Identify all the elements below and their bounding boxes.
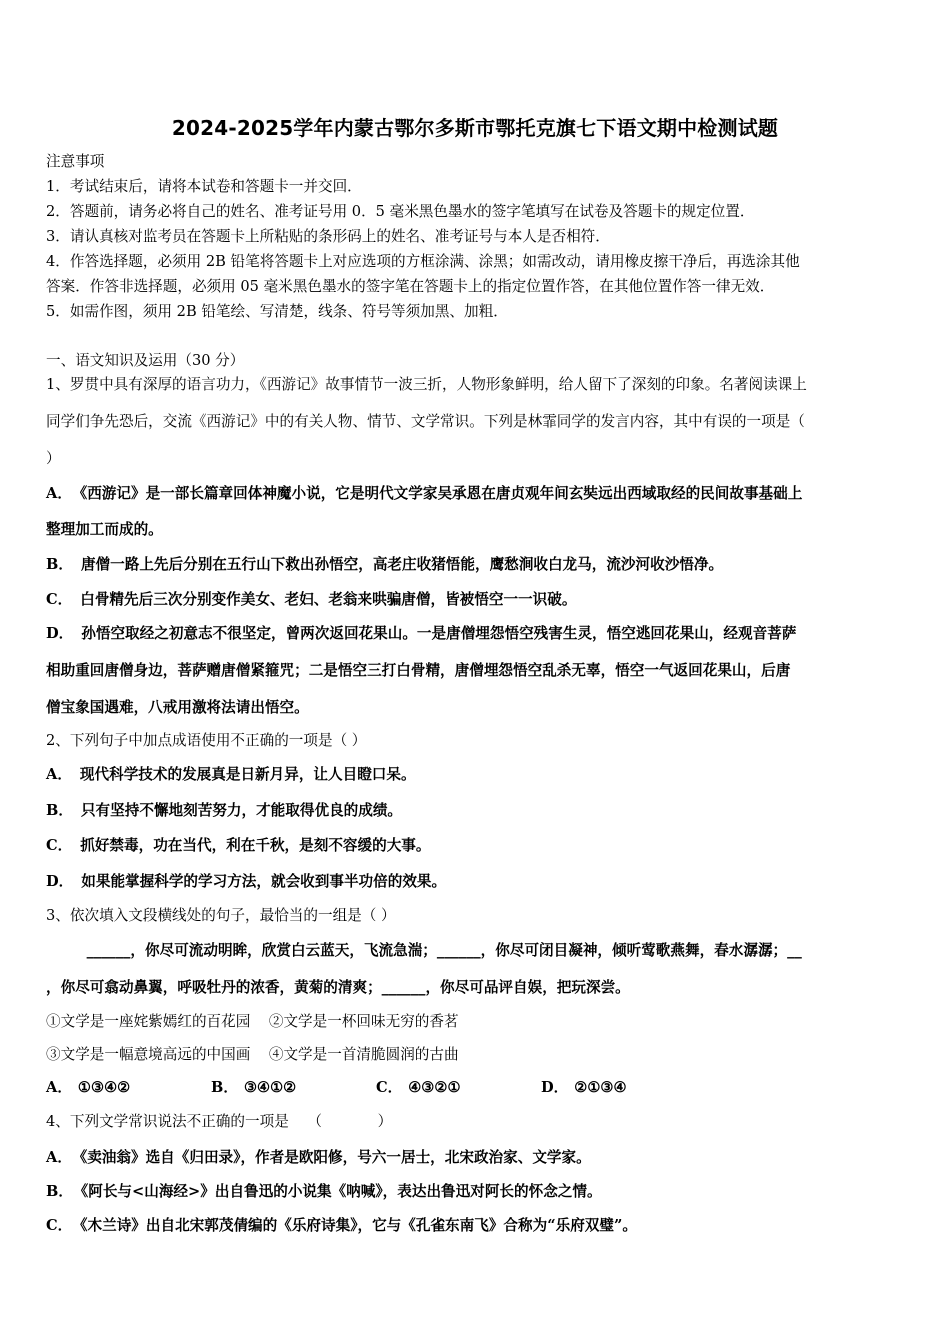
option-label: C． [46,591,73,608]
q2-option-b [46,801,402,821]
option-label: C． [376,1079,403,1096]
option-label: B． [46,1183,73,1200]
q1-option-d-cont: 相助重回唐僧身边，菩萨赠唐僧紧箍咒；二是悟空三打白骨精，唐僧埋怨悟空乱杀无辜，悟空一气返回花果山，后唐 [46,662,791,679]
q3-choice-c [376,1078,541,1098]
option-text: 《木兰诗》出自北宋郭茂倩编的《乐府诗集》，它与《孔雀东南飞》合称为“乐府双璧”。 [80,1217,637,1234]
q1-option-d-cont: 僧宝象国遇难，八戒用激将法请出悟空。 [46,699,309,716]
q1-option-c [46,590,576,610]
option-label: D． [46,625,74,642]
option-text: ①③④② [77,1079,131,1096]
q3-choice-d [541,1078,706,1098]
option-label: D． [46,873,74,890]
q3-choices [46,1078,706,1098]
notice-item: 2．答题前，请务必将自己的姓名、准考证号用 0．5 毫米黑色墨水的签字笔填写在试卷及答题卡的规定位置． [46,203,755,220]
option-label: B． [46,802,73,819]
option-label: A． [46,1079,72,1096]
page-title: 2024-2025学年内蒙古鄂尔多斯市鄂托克旗七下语文期中检测试题 [171,116,779,140]
q3-sentences: ①文学是一座姹紫嫣红的百花园 ②文学是一杯回味无穷的香茗 [46,1013,459,1030]
q3-choice-a [46,1078,211,1098]
q1-stem: 同学们争先恐后，交流《西游记》中的有关人物、情节、文学常识。下列是林霏同学的发言内容，其中有误的一项是（ [46,413,805,430]
q1-option-b [46,555,723,575]
q2-option-c [46,836,430,856]
q1-option-d [46,624,796,644]
q4-option-a [46,1148,591,1168]
option-text: 唐僧一路上先后分别在五行山下救出孙悟空，高老庄收猪悟能，鹰愁涧收白龙马，流沙河收沙悟净。 [80,556,724,573]
q2-stem: 2、下列句子中加点成语使用不正确的一项是（ ） [46,732,367,749]
notice-item: 4．作答选择题，必须用 2B 铅笔将答题卡上对应选项的方框涂满、涂黑；如需改动，请用橡皮擦干净后，再选涂其他 [46,253,800,270]
q3-choice-b [211,1078,376,1098]
q4-option-b [46,1182,602,1202]
option-text: ④③②① [408,1079,461,1096]
option-text: ③④①② [243,1079,297,1096]
option-text: ②①③④ [574,1079,627,1096]
option-label: A． [46,766,72,783]
notice-item: 1．考试结束后，请将本试卷和答题卡一并交回． [46,178,362,195]
q2-option-d [46,872,446,892]
section-heading: 一、语文知识及运用（30 分） [46,352,245,369]
option-text: 《西游记》是一部长篇章回体神魔小说，它是明代文学家吴承恩在唐贞观年间玄奘远出西域取经的民间故事基础上 [79,485,803,502]
option-text: 如果能掌握科学的学习方法，就会收到事半功倍的效果。 [81,873,447,890]
notice-heading: 注意事项 [46,153,105,170]
notice-item: 3．请认真核对监考员在答题卡上所粘贴的条形码上的姓名、准考证号与本人是否相符． [46,228,610,245]
option-label: A． [46,485,72,502]
option-text: 白骨精先后三次分别变作美女、老妇、老翁来哄骗唐僧，皆被悟空一一识破。 [80,591,577,608]
option-label: A． [46,1149,72,1166]
notice-item: 答案．作答非选择题，必须用 05 毫米黑色墨水的签字笔在答题卡上的指定位置作答，在其他位置作答一律无效． [46,278,775,295]
q3-passage: ______，你尽可流动明眸，欣赏白云蓝天，飞流急湍；______，你尽可闭目凝神，倾听莺歌燕舞，春水潺潺；__ [46,942,802,959]
option-text: 抓好禁毒，功在当代，利在千秋，是刻不容缓的大事。 [80,837,431,854]
option-label: C． [46,1217,73,1234]
option-text: 《阿长与<山海经>》出自鲁迅的小说集《呐喊》，表达出鲁迅对阿长的怀念之情。 [80,1183,602,1200]
option-label: C． [46,837,73,854]
q3-sentences: ③文学是一幅意境高远的中国画 ④文学是一首清脆圆润的古曲 [46,1046,459,1063]
option-label: D． [541,1079,569,1096]
q2-option-a [46,765,416,785]
option-text: 只有坚持不懈地刻苦努力，才能取得优良的成绩。 [80,802,403,819]
q3-passage: ，你尽可翕动鼻翼，呼吸牡丹的浓香，黄菊的清爽；______，你尽可品评自娱，把玩深尝。 [46,979,630,996]
notice-item: 5．如需作图，须用 2B 铅笔绘、写清楚，线条、符号等须加黑、加粗． [46,303,508,320]
q1-stem: ） [46,450,61,467]
q1-stem: 1、罗贯中具有深厚的语言功力，《西游记》故事情节一波三折，人物形象鲜明，给人留下了深刻的印象。名著阅读课上 [46,376,807,393]
q3-stem: 3、依次填入文段横线处的句子，最恰当的一组是（ ） [46,907,396,924]
option-label: B． [46,556,73,573]
q4-stem: 4、下列文学常识说法不正确的一项是 （ ） [46,1113,393,1130]
option-text: 《卖油翁》选自《归田录》，作者是欧阳修，号六一居士，北宋政治家、文学家。 [79,1149,591,1166]
option-text: 现代科学技术的发展真是日新月异，让人目瞪口呆。 [79,766,416,783]
option-label: B． [211,1079,238,1096]
q1-option-a [46,484,802,504]
q4-option-c [46,1216,637,1236]
q1-option-a-cont: 整理加工而成的。 [46,521,163,538]
option-text: 孙悟空取经之初意志不很坚定，曾两次返回花果山。一是唐僧埋怨悟空残害生灵，悟空逃回花果山，经观音菩萨 [81,625,797,642]
